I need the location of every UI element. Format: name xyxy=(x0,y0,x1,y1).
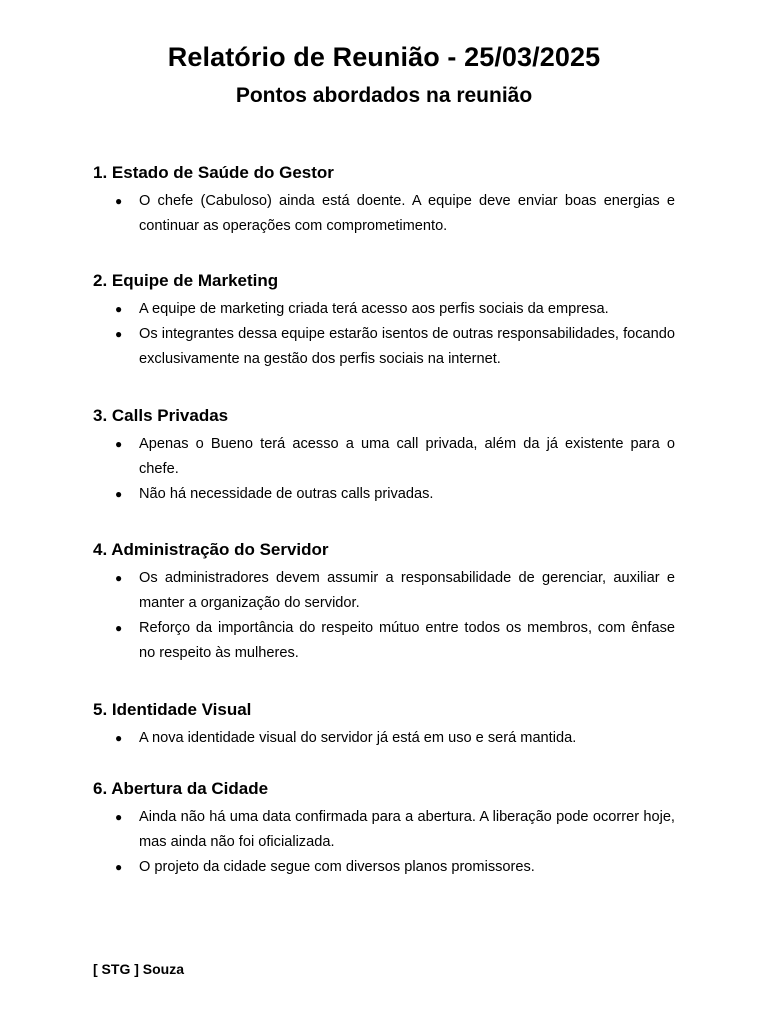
section-heading: 2. Equipe de Marketing xyxy=(93,271,279,290)
bullet-item xyxy=(93,189,675,239)
bullet-text: A equipe de marketing criada terá acesso aos perfis sociais da empresa. xyxy=(139,301,609,317)
bullet-list xyxy=(93,189,675,239)
bullet-dot-icon: ● xyxy=(115,810,123,824)
bullet-list xyxy=(93,297,675,372)
section-heading: 3. Calls Privadas xyxy=(93,406,229,425)
document-subtitle: Pontos abordados na reunião xyxy=(235,84,533,107)
section-heading: 1. Estado de Saúde do Gestor xyxy=(93,163,334,182)
bullet-text: A nova identidade visual do servidor já está em uso e será mantida. xyxy=(139,730,577,746)
bullet-text: Não há necessidade de outras calls privadas. xyxy=(139,486,434,502)
section-saude-gestor xyxy=(93,163,675,239)
bullet-text: Ainda não há uma data confirmada para a abertura. A liberação pode ocorrer hoje, mas ainda não foi oficializada. xyxy=(139,809,675,850)
bullet-item xyxy=(93,297,675,322)
bullet-dot-icon: ● xyxy=(115,327,123,341)
bullet-dot-icon: ● xyxy=(115,487,123,501)
bullet-dot-icon: ● xyxy=(115,860,123,874)
bullet-list xyxy=(93,726,675,751)
bullet-dot-icon: ● xyxy=(115,194,123,208)
bullet-item xyxy=(93,726,675,751)
document-title: Relatório de Reunião - 25/03/2025 xyxy=(167,42,601,72)
bullet-dot-icon: ● xyxy=(115,571,123,585)
section-administracao-servidor xyxy=(93,540,675,666)
bullet-item xyxy=(93,566,675,616)
bullet-item xyxy=(93,805,675,855)
document-footer: [ STG ] Souza xyxy=(93,961,184,977)
bullet-item xyxy=(93,482,675,507)
section-identidade-visual xyxy=(93,700,675,751)
bullet-text: Reforço da importância do respeito mútuo entre todos os membros, com ênfase no respeito às mulheres. xyxy=(139,620,675,661)
bullet-dot-icon: ● xyxy=(115,302,123,316)
bullet-list xyxy=(93,566,675,666)
bullet-text: O projeto da cidade segue com diversos planos promissores. xyxy=(139,859,535,875)
bullet-dot-icon: ● xyxy=(115,621,123,635)
bullet-text: Os integrantes dessa equipe estarão isentos de outras responsabilidades, focando exclusivamente na gestão dos perfis sociais na internet. xyxy=(139,326,675,367)
section-heading: 5. Identidade Visual xyxy=(93,700,252,719)
section-calls-privadas xyxy=(93,406,675,507)
section-heading: 6. Abertura da Cidade xyxy=(93,779,269,798)
section-marketing xyxy=(93,271,675,372)
bullet-item xyxy=(93,855,675,880)
section-abertura-cidade xyxy=(93,779,675,880)
bullet-text: Apenas o Bueno terá acesso a uma call privada, além da já existente para o chefe. xyxy=(139,436,675,477)
bullet-dot-icon: ● xyxy=(115,437,123,451)
bullet-text: O chefe (Cabuloso) ainda está doente. A equipe deve enviar boas energias e continuar as operações com comprometimento. xyxy=(139,193,675,234)
bullet-dot-icon: ● xyxy=(115,731,123,745)
bullet-list xyxy=(93,805,675,880)
bullet-item xyxy=(93,616,675,666)
section-heading: 4. Administração do Servidor xyxy=(93,540,329,559)
bullet-text: Os administradores devem assumir a responsabilidade de gerenciar, auxiliar e manter a organização do servidor. xyxy=(139,570,675,611)
bullet-list xyxy=(93,432,675,507)
bullet-item xyxy=(93,322,675,372)
bullet-item xyxy=(93,432,675,482)
